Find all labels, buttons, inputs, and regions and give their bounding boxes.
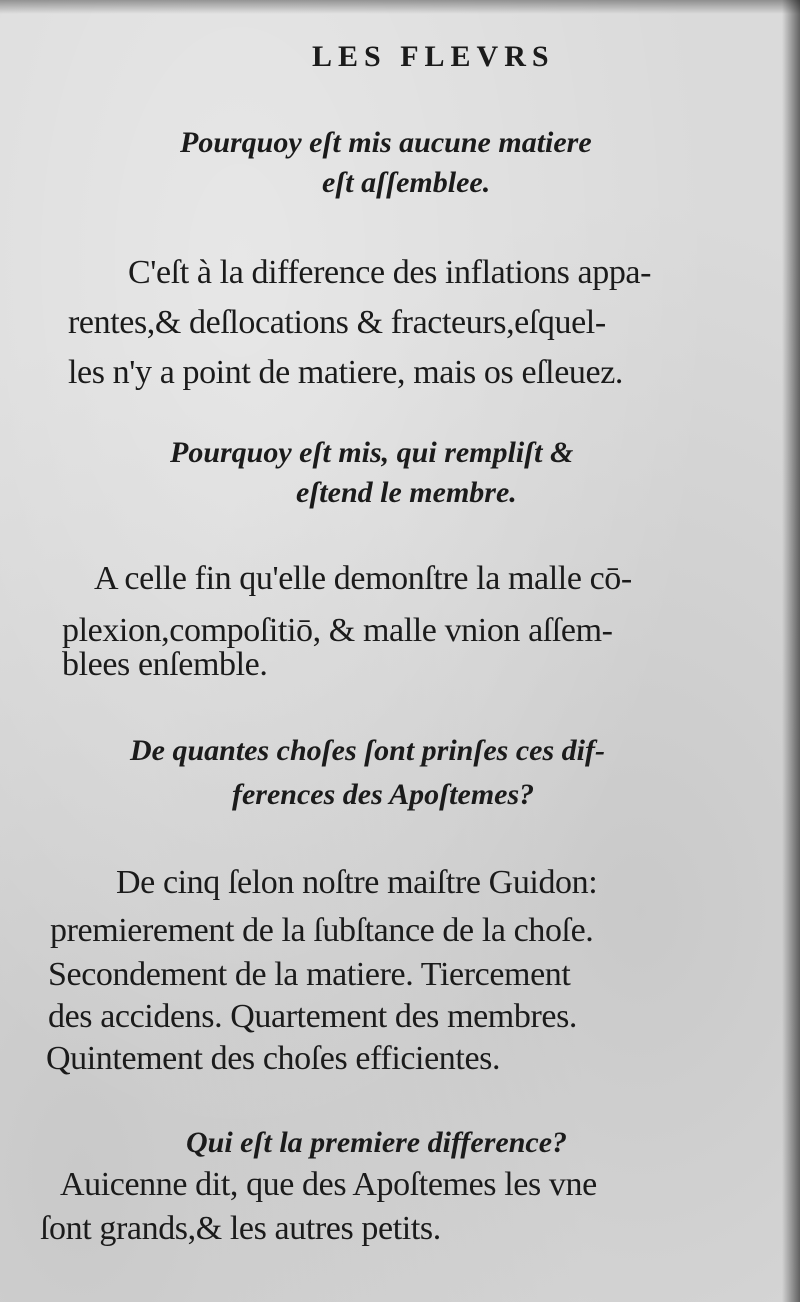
section-3-paragraph-line-5: Quintement des choſes efficientes. [46, 1040, 501, 1077]
section-3-paragraph-line-3: Secondement de la matiere. Tiercement [48, 956, 571, 993]
section-2-paragraph-line-3: blees enſemble. [62, 646, 268, 683]
section-4-heading-line-1: Qui eſt la premiere difference? [186, 1126, 568, 1159]
section-3-paragraph-line-4: des accidens. Quartement des membres. [48, 998, 578, 1035]
section-3-paragraph-line-1: De cinq ſelon noſtre maiſtre Guidon: [116, 864, 598, 901]
section-2-heading-line-1: Pourquoy eſt mis, qui rempliſt & [170, 436, 574, 469]
section-2-heading-line-2: eſtend le membre. [296, 476, 517, 509]
section-3-heading-line-1: De quantes choſes ſont prinſes ces dif- [130, 734, 605, 767]
section-1-heading-line-1: Pourquoy eſt mis aucune matiere [180, 126, 592, 159]
section-1-heading-line-2: eſt aſſemblee. [322, 166, 491, 199]
section-4-paragraph-line-1: Auicenne dit, que des Apoſtemes les vne [60, 1166, 597, 1203]
section-2-paragraph-line-1: A celle fin qu'elle demonſtre la malle cō- [94, 560, 632, 597]
section-3-heading-line-2: ferences des Apoſtemes? [232, 778, 535, 811]
section-3-paragraph-line-2: premierement de la ſubſtance de la choſe. [50, 912, 594, 949]
running-header: LES FLEVRS [312, 40, 555, 73]
section-4-paragraph-line-2: ſont grands,& les autres petits. [40, 1210, 441, 1247]
section-1-paragraph-line-3: les n'y a point de matiere, mais os eſleuez. [68, 354, 624, 391]
section-1-paragraph-line-2: rentes,& deſlocations & fracteurs,eſquel- [68, 304, 606, 341]
section-2-paragraph-line-2: plexion,compoſitiō, & malle vnion aſſem- [62, 612, 613, 649]
section-1-paragraph-line-1: C'eſt à la difference des inflations appa- [128, 254, 652, 291]
